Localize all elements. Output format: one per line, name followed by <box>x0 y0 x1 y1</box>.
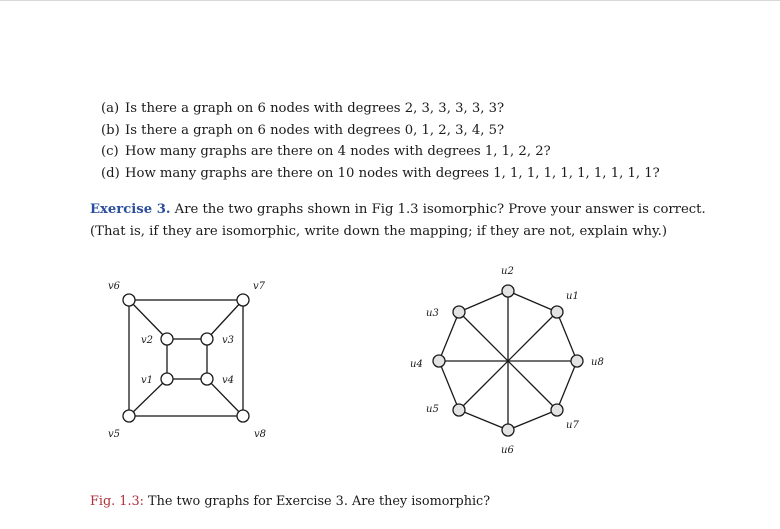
node-u3 <box>453 306 465 318</box>
node-v7 <box>237 294 249 306</box>
node-u7 <box>551 404 563 416</box>
figure-caption <box>90 494 490 509</box>
question-label: (a) <box>101 101 120 116</box>
label-u4: u4 <box>410 359 423 370</box>
label-v7: v7 <box>253 281 266 292</box>
node-v8 <box>237 410 249 422</box>
label-v4: v4 <box>222 375 235 386</box>
label-v8: v8 <box>254 429 267 440</box>
exercise-title: Exercise 3. <box>90 202 171 217</box>
question-text: How many graphs are there on 10 nodes with degrees 1, 1, 1, 1, 1, 1, 1, 1, 1, 1? <box>125 166 660 182</box>
question-text: Is there a graph on 6 nodes with degrees 2, 3, 3, 3, 3, 3? <box>125 101 505 116</box>
node-v3 <box>201 333 213 345</box>
label-u1: u1 <box>566 291 579 302</box>
label-u5: u5 <box>426 404 439 415</box>
node-v4 <box>201 373 213 385</box>
label-u2: u2 <box>501 266 514 277</box>
question-label: (b) <box>101 122 120 138</box>
label-v3: v3 <box>222 335 235 346</box>
node-u5 <box>453 404 465 416</box>
question-label: (c) <box>101 144 119 160</box>
node-v5 <box>123 410 135 422</box>
edge-v6-v2 <box>129 300 167 339</box>
question-label: (d) <box>101 166 120 182</box>
label-u6: u6 <box>501 445 514 456</box>
label-v1: v1 <box>141 375 154 386</box>
label-u7: u7 <box>566 420 579 431</box>
figure-label: Fig. 1.3: <box>90 494 144 509</box>
node-v1 <box>161 373 173 385</box>
graph-v <box>129 300 243 416</box>
label-u8: u8 <box>591 357 604 368</box>
node-u6 <box>502 424 514 436</box>
node-u4 <box>433 355 445 367</box>
edge-v7-v3 <box>207 300 243 339</box>
question-text: Is there a graph on 6 nodes with degrees 0, 1, 2, 3, 4, 5? <box>125 122 505 138</box>
question-text: How many graphs are there on 4 nodes with degrees 1, 1, 2, 2? <box>125 144 551 160</box>
label-v6: v6 <box>108 281 121 292</box>
node-u8 <box>571 355 583 367</box>
node-u2 <box>502 285 514 297</box>
exercise-line-2: (That is, if they are isomorphic, write down the mapping; if they are not, explain why.) <box>90 223 668 239</box>
inner-square-edges <box>167 339 207 379</box>
node-v6 <box>123 294 135 306</box>
label-v5: v5 <box>108 429 121 440</box>
label-v2: v2 <box>141 335 154 346</box>
label-u3: u3 <box>426 308 439 319</box>
caption-text: The two graphs for Exercise 3. Are they isomorphic? <box>148 494 491 509</box>
node-v2 <box>161 333 173 345</box>
exercise-text: Are the two graphs shown in Fig 1.3 isomorphic? Prove your answer is correct. <box>174 202 706 217</box>
node-u1 <box>551 306 563 318</box>
